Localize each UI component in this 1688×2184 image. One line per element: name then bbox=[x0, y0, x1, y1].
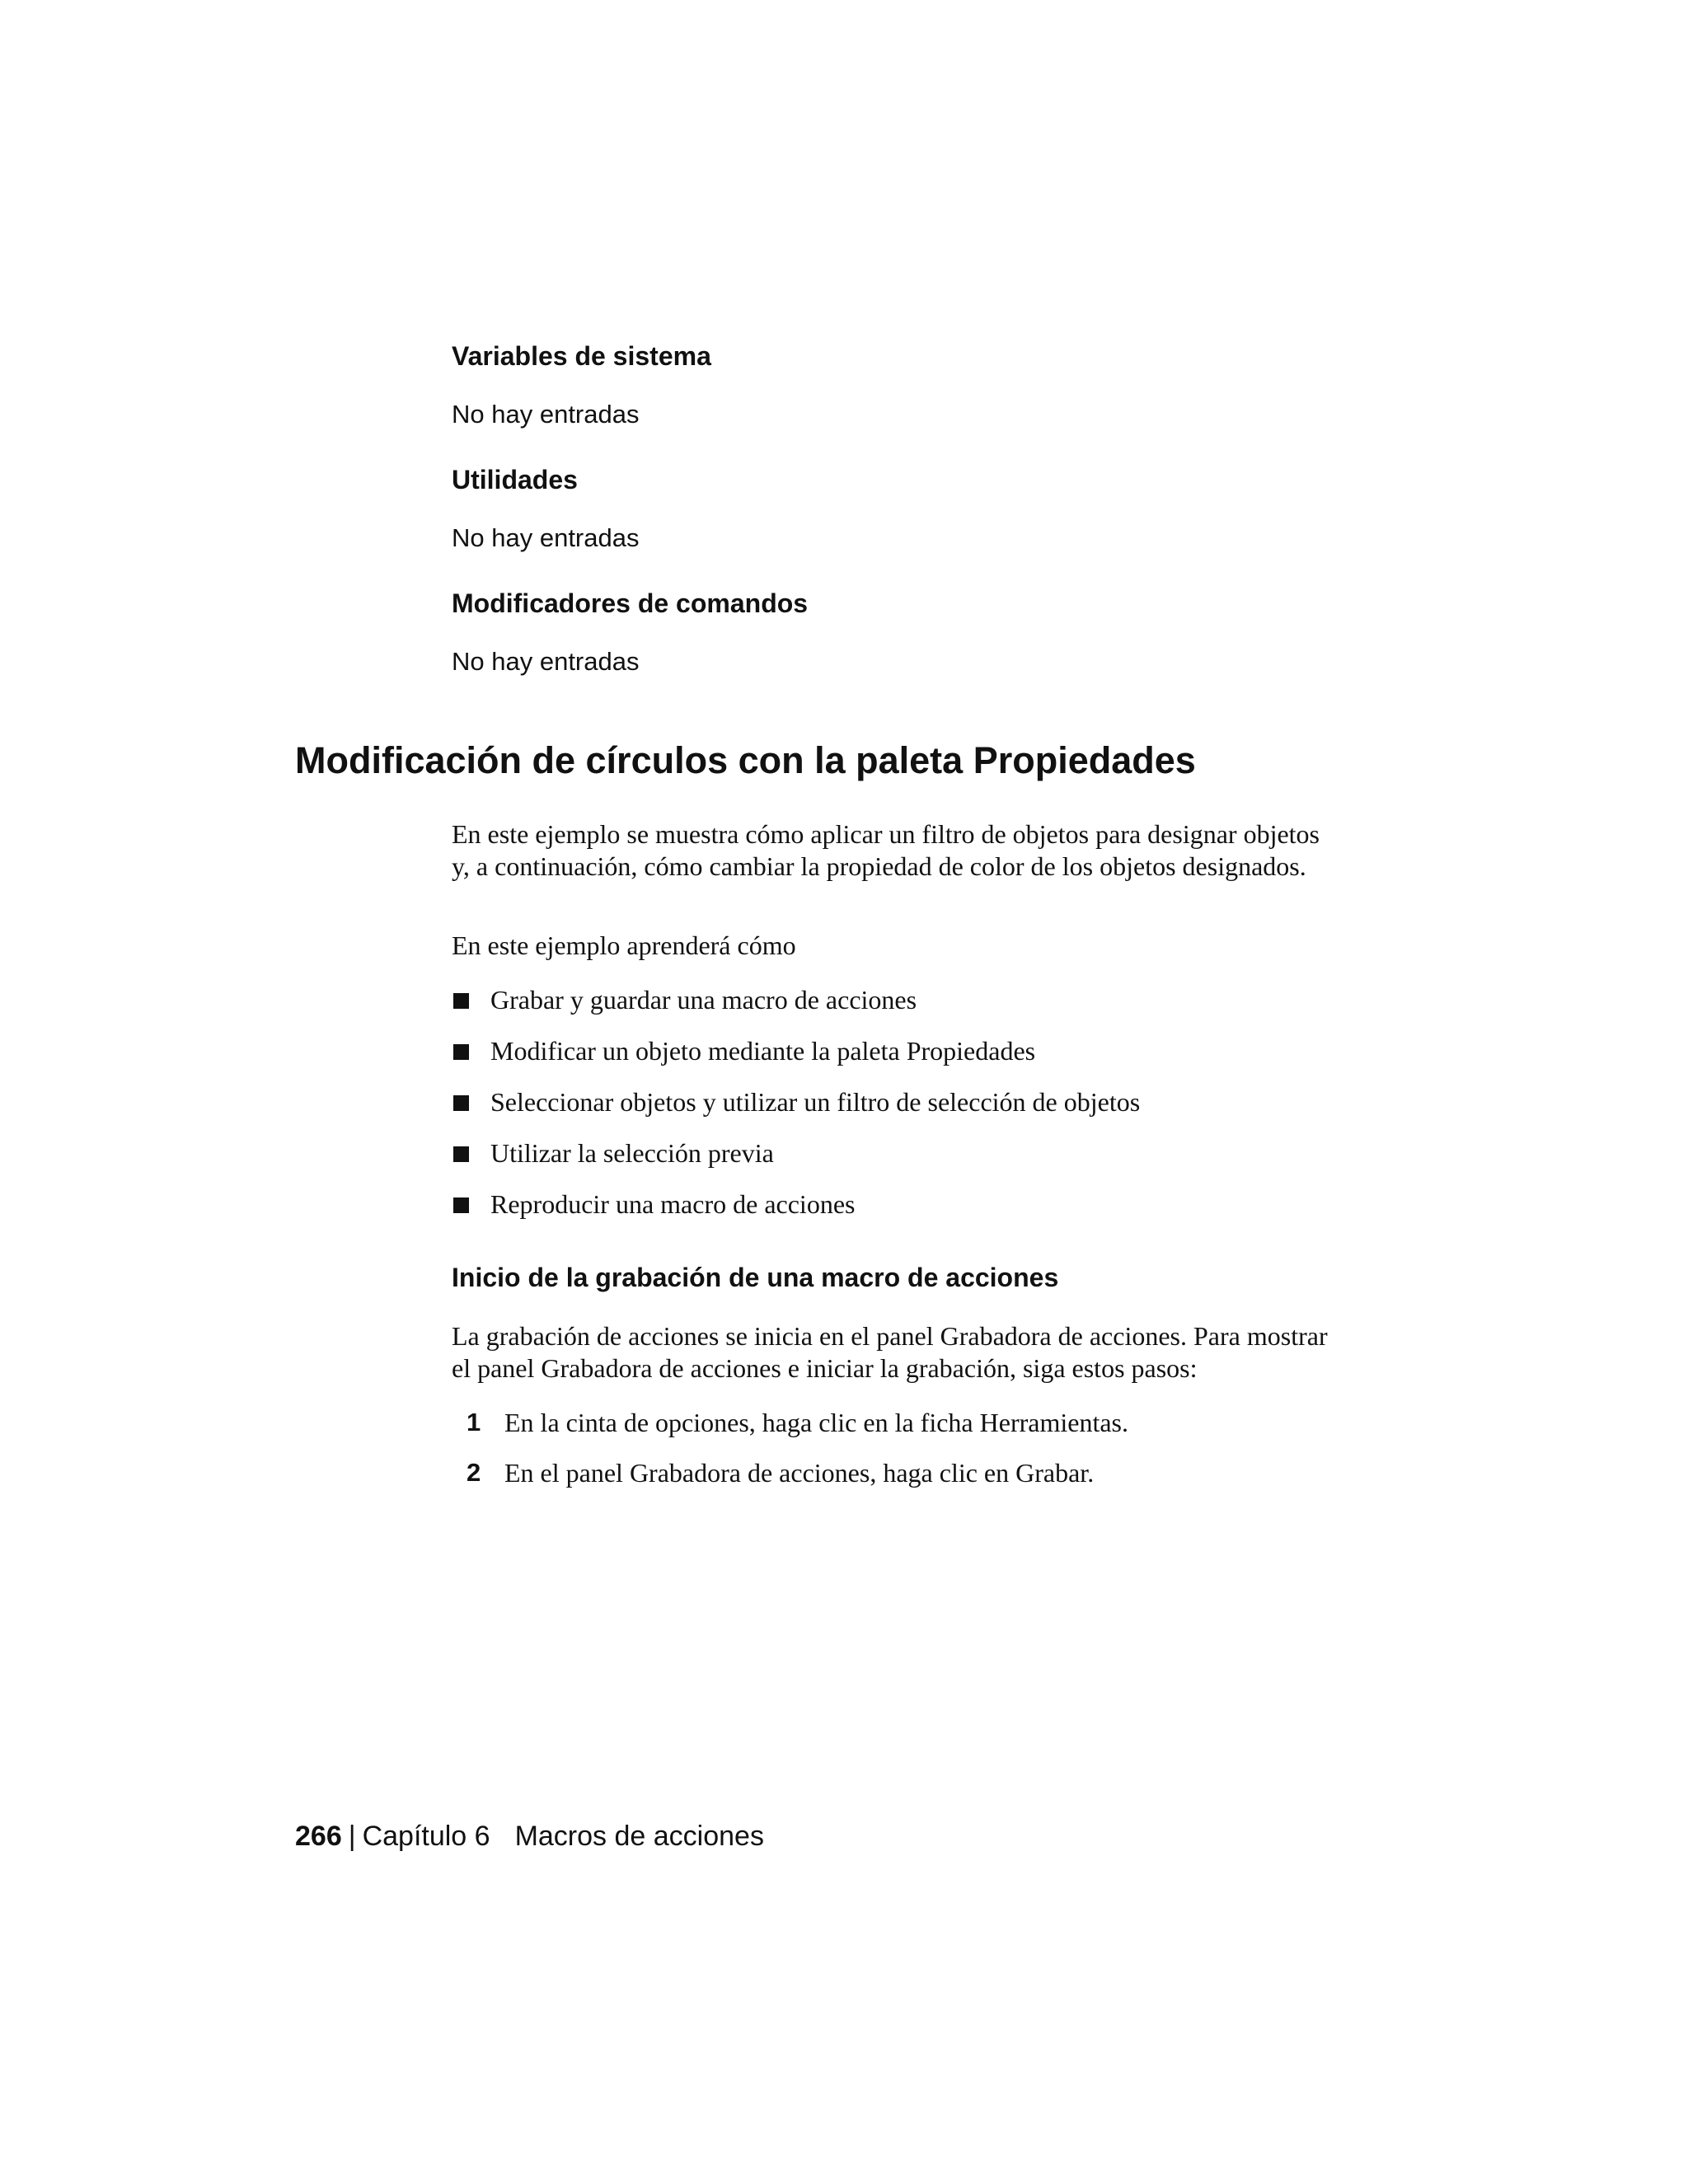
square-bullet-icon bbox=[453, 993, 469, 1009]
bullet-item bbox=[452, 1137, 1358, 1188]
steps-list bbox=[452, 1406, 1358, 1507]
bullet-text: Seleccionar objetos y utilizar un filtro de selección de objetos bbox=[490, 1087, 1141, 1117]
square-bullet-icon bbox=[453, 1146, 469, 1162]
bullet-item bbox=[452, 1085, 1358, 1137]
step-number: 2 bbox=[467, 1458, 481, 1487]
bullet-text: Utilizar la selección previa bbox=[490, 1138, 774, 1168]
heading-variables-de-sistema: Variables de sistema bbox=[452, 341, 711, 371]
heading-utilidades: Utilidades bbox=[452, 465, 578, 494]
bullet-text: Reproducir una macro de acciones bbox=[490, 1189, 856, 1219]
footer-separator: | bbox=[348, 1821, 356, 1852]
bullet-text: Grabar y guardar una macro de acciones bbox=[490, 985, 917, 1015]
step-text: En la cinta de opciones, haga clic en la ficha Herramientas. bbox=[504, 1408, 1128, 1437]
step-item bbox=[452, 1456, 1358, 1507]
step-item bbox=[452, 1406, 1358, 1456]
subsection-heading: Inicio de la grabación de una macro de acciones bbox=[452, 1263, 1059, 1292]
subsection-paragraph: La grabación de acciones se inicia en el panel Grabadora de acciones. Para mostrar el panel Grabadora de acciones e iniciar la grabación, siga estos pasos: bbox=[452, 1321, 1328, 1383]
learning-bullet-list bbox=[452, 983, 1358, 1239]
bullet-item bbox=[452, 1188, 1358, 1239]
intro-paragraph: En este ejemplo se muestra cómo aplicar un filtro de objetos para designar objetos y, a continuación, cómo cambiar la propiedad de color de los objetos designados. bbox=[452, 819, 1320, 881]
chapter-title: Macros de acciones bbox=[514, 1821, 764, 1852]
no-entries-text: No hay entradas bbox=[452, 647, 640, 676]
step-text: En el panel Grabadora de acciones, haga clic en Grabar. bbox=[504, 1458, 1095, 1488]
bullet-item bbox=[452, 983, 1358, 1034]
no-entries-text: No hay entradas bbox=[452, 523, 640, 552]
page-footer bbox=[295, 1818, 764, 1854]
step-number: 1 bbox=[467, 1408, 481, 1436]
learn-intro: En este ejemplo aprenderá cómo bbox=[452, 930, 796, 960]
heading-modificadores-de-comandos: Modificadores de comandos bbox=[452, 588, 809, 618]
bullet-text: Modificar un objeto mediante la paleta Propiedades bbox=[490, 1036, 1036, 1066]
square-bullet-icon bbox=[453, 1095, 469, 1111]
bullet-item bbox=[452, 1034, 1358, 1085]
chapter-label: Capítulo 6 bbox=[362, 1821, 490, 1852]
section-title: Modificación de círculos con la paleta Propiedades bbox=[295, 739, 1196, 781]
page-number: 266 bbox=[295, 1821, 342, 1852]
no-entries-text: No hay entradas bbox=[452, 400, 640, 429]
square-bullet-icon bbox=[453, 1197, 469, 1213]
square-bullet-icon bbox=[453, 1044, 469, 1060]
